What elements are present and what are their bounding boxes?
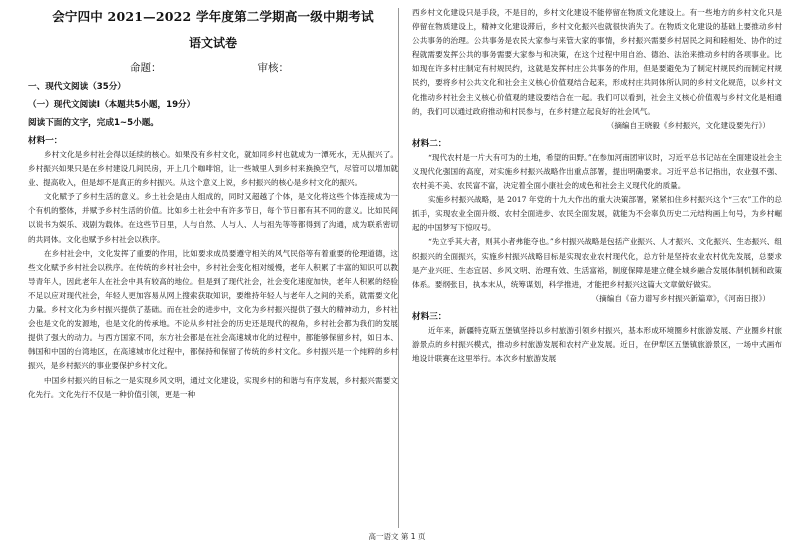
exam-subtitle: 语文试卷 xyxy=(188,36,237,50)
material-2-label: 材料二： xyxy=(412,138,447,149)
page-footer: 高一语文 第 1 页 xyxy=(368,532,426,541)
material-1-label: 材料一： xyxy=(28,136,63,146)
source-citation: （摘编自王晓毅《乡村振兴，文化建设要先行》） xyxy=(606,120,770,130)
exam-meta xyxy=(28,60,398,76)
paragraph: 文化赋予了乡村生活的意义。乡土社会是由人组成的，同时又超越了个体，是文化将这些个体连接成为一个有机的整体，并赋予乡村生活的价值。比如乡土社会中有许多节日，每个节日都有其不同的意义。比如民间以说书为娱乐、戏剧为载体。在这些节日里，人与自然、人与人、人与祖先等等都得到了沟通，成为联系密切的共同体。文化也赋予乡村社会以秩序。 xyxy=(28,192,398,244)
paragraph: 实施乡村振兴战略，是 2017 年党的十九大作出的重大决策部署，紧紧扣住乡村振兴这个“三农”工作的总抓手，实现农业全面升级、农村全面进步、农民全面发展，就能为不会辜负历史二元结构画上句号，为乡村崛起的中国梦写下惊叹号。 xyxy=(412,195,782,233)
paragraph: 乡村文化是乡村社会得以延续的核心。如果没有乡村文化，就如同乡村也就成为一潭死水，无从振兴了。乡村振兴如果只是在乡村建设几间民房，开上几个咖啡馆，让一些城里人到乡村来换换空气，尽管可以增加就业、提高收入，但是却不是真正的乡村振兴。从这个意义上说，乡村振兴的核心是乡村文化的振兴。 xyxy=(28,150,398,188)
exam-title: 会宁四中 2021—2022 学年度第二学期高一级中期考试 xyxy=(52,9,374,24)
instruction-text: 阅读下面的文字，完成1~5小题。 xyxy=(28,118,159,128)
left-column xyxy=(28,6,398,402)
section-heading: 一、现代文阅读（35分） xyxy=(28,82,126,92)
proposer-label: 命题： xyxy=(130,62,162,74)
column-divider xyxy=(398,8,399,528)
paragraph: 在乡村社会中，文化发挥了重要的作用，比如要求成员要遵守相关的风气民俗等有着重要的伦理道德，这些文化赋予乡村社会以秩序。在传统的乡村社会中，乡村社会变化相对缓慢，老年人积累了丰富的知识可以教导青年人，因此老年人在社会中具有较高的地位。但是到了现代社会，社会变化速度加快，老年人积累的经验不足以应对现代社会，年轻人更加容易从网上搜索获取知识，要维持年轻人与老年人之间的关系，就需要文化力量。乡村文化为乡村振兴提供了基础。而在社会的进步中，文化为乡村振兴提供了强大的精神动力，乡村社会也是文化的发源地，也是文化的传承地。不论从乡村社会的历史还是现代的视角，乡村社会都为我们的发展提供了强大的动力。与西方国家不同，东方社会都是在社会高速城市化的过程中，都能够保留乡村，如日本、韩国和中国的台湾地区，在高速城市化过程中，都保持和保留了传统的乡村文化。乡村振兴是一个纯粹的乡村振兴，是乡村振兴的事业要保护乡村文化。 xyxy=(28,248,398,371)
source-citation: （摘编自《奋力谱写乡村振兴新篇章》，《河南日报》） xyxy=(591,293,770,303)
paragraph: “现代农村是一片大有可为的土地，希望的田野。”在参加河南团审议时，习近平总书记站在全面建设社会主义现代化强国的高度，对实施乡村振兴战略作出重点部署，提出明确要求。习近平总书记指出，农业强不强、农村美不美、农民富不富，决定着全面小康社会的成色和社会主义现代化的质量。 xyxy=(412,152,782,191)
material-3-label: 材料三： xyxy=(412,311,447,322)
paragraph: “先立乎其大者，则其小者弗能夺也。”乡村振兴战略是包括产业振兴、人才振兴、文化振兴、生态振兴、组织振兴的全面振兴，实施乡村振兴战略目标是实现农业农村现代化，总方针是坚持农业农村优先发展，总要求是产业兴旺、生态宜居、乡风文明、治理有效、生活富裕，制度保障是建立健全城乡融合发展体制机制和政策体系。要纲张目，执本末从，统筹谋划，科学推进，才能把乡村振兴这篇大文章做好做实。 xyxy=(412,237,782,289)
paragraph: 中国乡村振兴的目标之一是实现乡风文明，通过文化建设，实现乡村的和谐与有序发展，乡村振兴需要文化先行。文化先行不仅是一种价值引领，更是一种 xyxy=(28,375,398,399)
reviewer-label: 审核： xyxy=(257,62,289,74)
paragraph: 近年来，新疆特克斯五堡镇坚持以乡村旅游引领乡村振兴，基本形成环境圈乡村旅游发展、产业圈乡村旅游景点的乡村振兴模式，推动乡村旅游发展和农村产业发展。近日，在伊犁区五堡镇旅游景区，一场中式画布地设计联赛在这里举行。本次乡村旅游发展 xyxy=(412,325,782,364)
right-column xyxy=(412,6,782,366)
subsection-heading: （一）现代文阅读Ⅰ（本题共5小题，19分） xyxy=(28,100,196,110)
paragraph: 西乡村文化建设只是手段，不是目的，乡村文化建设不能停留在物质文化建设上。有一些地方的乡村文化只是停留在物质建设上，精神文化建设滞后，乡村文化振兴也就很快消失了。在物质文化建设的基础上要推动乡村公共事务的治理。公共事务是农民大家参与来管大家的事情，乡村振兴需要乡村居民之间和睦相处、协作的过程就需要发挥公共的事务需要大家参与和决策，在这个过程中用自治、德治、法治来推动乡村的各项事业。比如现在许多村庄制定有村规民约，这就是发挥村庄公共事务的作用，但是要避免为了制定村规民约而制定村规民约，要将乡村公共文化和社会主义核心价值观结合起来，形成村庄共同体所认同的乡村文化规范，以乡村文化推动乡村社会主义核心价值观的建设要结合在一起。我们可以看到，社会主义核心价值观与乡村文化是相通的，我们可以通过政府推动和村民参与，在乡村建立起良好的社会风气。 xyxy=(412,8,782,116)
